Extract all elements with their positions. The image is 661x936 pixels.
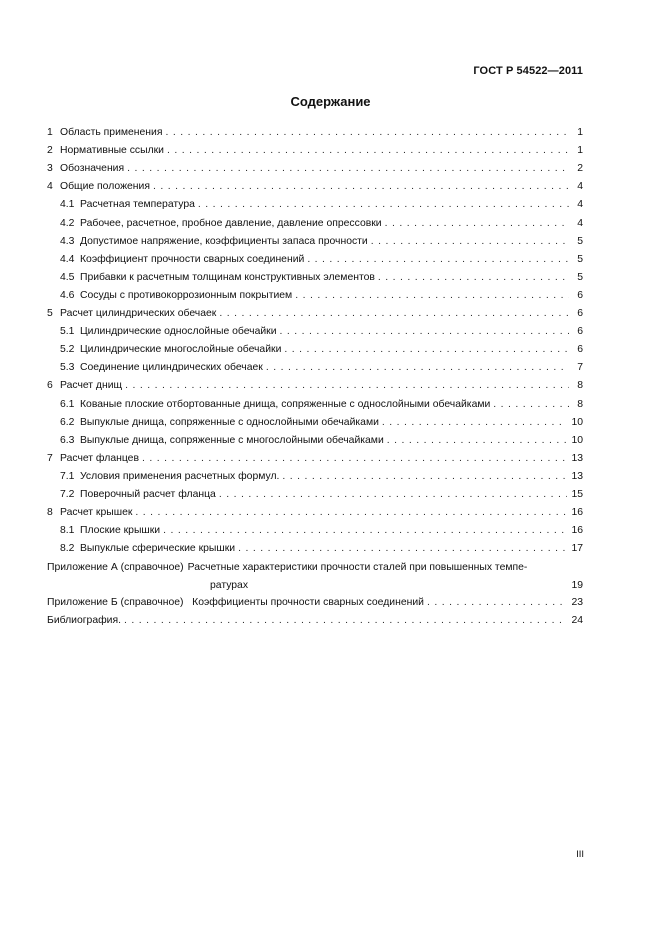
toc-entry-title: Цилиндрические многослойные обечайки — [80, 344, 282, 356]
toc-entry-number: 6.1 — [60, 398, 75, 410]
toc-entry[interactable] — [47, 338, 583, 356]
appendix-b-prefix: Приложение Б (справочное) — [47, 597, 184, 609]
toc-entry-page: 16 — [571, 525, 583, 537]
toc-entry-page: 5 — [577, 235, 583, 247]
toc-entry-page: 10 — [571, 416, 583, 428]
toc-entry-title: Цилиндрические однослойные обечайки — [80, 326, 277, 338]
toc-entry[interactable] — [47, 284, 583, 302]
toc-entry-page: 5 — [577, 253, 583, 265]
toc-entry-title: Расчет крышек — [60, 507, 133, 519]
toc-entry-title: Расчетная температура — [80, 199, 195, 211]
toc-entry[interactable] — [47, 302, 583, 320]
toc-entry-number: 4.3 — [60, 235, 75, 247]
toc-entry-page: 4 — [577, 199, 583, 211]
toc-entry[interactable] — [47, 429, 583, 447]
leader-dots — [238, 542, 567, 555]
toc-entry[interactable] — [47, 230, 583, 248]
toc-entry-number: 7.2 — [60, 488, 75, 500]
toc-entry-title: Обозначения — [60, 163, 125, 175]
toc-entry-number: 7 — [47, 452, 53, 464]
toc-entry-page: 10 — [571, 434, 583, 446]
appendix-a-page: 19 — [571, 580, 583, 592]
toc-entry-page: 5 — [577, 271, 583, 283]
toc-entry-title: Расчет цилиндрических обечаек — [60, 308, 217, 320]
toc-entry-title: Область применения — [60, 127, 163, 139]
leader-dots — [282, 470, 567, 483]
toc-entry-page: 1 — [577, 145, 583, 157]
bibliography-page: 24 — [571, 615, 583, 627]
toc-entry-page: 6 — [577, 308, 583, 320]
toc-entry-number: 4.6 — [60, 289, 75, 301]
toc-entries — [47, 121, 583, 555]
leader-dots — [382, 416, 568, 429]
toc-entry-page: 2 — [577, 163, 583, 175]
toc-entry-title: Прибавки к расчетным толщинам конструктивных элементов — [80, 271, 375, 283]
toc-entry-title: Рабочее, расчетное, пробное давление, давление опрессовки — [80, 217, 382, 229]
toc-entry-page: 8 — [577, 398, 583, 410]
leader-dots — [219, 488, 568, 501]
toc-entry-number: 6.3 — [60, 434, 75, 446]
toc-entry-number: 5.1 — [60, 326, 75, 338]
toc-entry-number: 6 — [47, 380, 53, 392]
page-number: III — [576, 849, 584, 860]
toc-entry-appendix-b[interactable] — [47, 591, 583, 609]
toc-entry-page: 6 — [577, 326, 583, 338]
toc-entry[interactable] — [47, 392, 583, 410]
toc-entry[interactable] — [47, 211, 583, 229]
toc-entry-number: 1 — [47, 127, 53, 139]
leader-dots — [284, 343, 569, 356]
appendix-b-title: Коэффициенты прочности сварных соединений — [192, 597, 424, 609]
table-of-contents — [47, 121, 583, 627]
toc-entry-title: Выпуклые сферические крышки — [80, 543, 236, 555]
toc-entry-title: Выпуклые днища, сопряженные с однослойными обечайками — [80, 416, 379, 428]
toc-entry-title: Расчет днищ — [60, 380, 123, 392]
leader-dots — [387, 434, 568, 447]
leader-dots — [219, 307, 569, 320]
toc-entry-number: 5.2 — [60, 344, 75, 356]
leader-dots — [493, 398, 569, 411]
bibliography-title: Библиография. — [47, 615, 121, 627]
appendix-a-title-line2: ратурах — [210, 580, 249, 592]
toc-entry-page: 6 — [577, 289, 583, 301]
toc-entry-number: 4.1 — [60, 199, 75, 211]
toc-entry-number: 2 — [47, 145, 53, 157]
leader-dots — [307, 253, 569, 266]
toc-entry-page: 17 — [571, 543, 583, 555]
toc-entry-title: Условия применения расчетных формул. — [80, 470, 280, 482]
leader-dots — [165, 126, 569, 139]
toc-entry-title: Расчет фланцев — [60, 452, 139, 464]
toc-entry[interactable] — [47, 139, 583, 157]
toc-entry-title: Кованые плоские отбортованные днища, сопряженные с однослойными обечайками — [80, 398, 491, 410]
standard-code: ГОСТ Р 54522—2011 — [473, 65, 583, 77]
leader-dots — [295, 289, 569, 302]
leader-dots — [125, 379, 569, 392]
toc-entry-number: 7.1 — [60, 470, 75, 482]
toc-entry[interactable] — [47, 320, 583, 338]
toc-entry[interactable] — [47, 537, 583, 555]
toc-entry-number: 6.2 — [60, 416, 75, 428]
leader-dots — [142, 452, 567, 465]
toc-entry-title: Нормативные ссылки — [60, 145, 164, 157]
leader-dots — [163, 524, 567, 537]
toc-entry-bibliography[interactable] — [47, 609, 583, 627]
leader-dots — [280, 325, 570, 338]
toc-entry[interactable] — [47, 447, 583, 465]
toc-entry-page: 7 — [577, 362, 583, 374]
toc-entry-page: 13 — [571, 470, 583, 482]
toc-entry-title: Плоские крышки — [80, 525, 161, 537]
toc-title: Содержание — [290, 94, 371, 109]
toc-entry[interactable] — [47, 519, 583, 537]
leader-dots — [153, 180, 569, 193]
leader-dots — [167, 144, 569, 157]
toc-entry-title: Допустимое напряжение, коэффициенты запаса прочности — [80, 235, 368, 247]
leader-dots — [198, 198, 569, 211]
toc-entry-page: 13 — [571, 452, 583, 464]
toc-entry-number: 8.2 — [60, 543, 75, 555]
leader-dots — [427, 596, 567, 609]
toc-entry-number: 3 — [47, 163, 53, 175]
toc-entry-page: 15 — [571, 488, 583, 500]
appendix-a-title-line1: Расчетные характеристики прочности сталей при повышенных темпе- — [187, 562, 528, 574]
toc-entry[interactable] — [47, 374, 583, 392]
toc-entry[interactable] — [47, 483, 583, 501]
toc-entry[interactable] — [47, 193, 583, 211]
toc-entry-page: 4 — [577, 217, 583, 229]
leader-dots — [135, 506, 567, 519]
leader-dots — [124, 614, 567, 627]
toc-entry[interactable] — [47, 465, 583, 483]
toc-entry-appendix-a[interactable] — [47, 555, 583, 591]
leader-dots — [266, 361, 569, 374]
leader-dots — [385, 217, 569, 230]
toc-entry-page: 16 — [571, 507, 583, 519]
toc-entry-number: 8 — [47, 507, 53, 519]
toc-entry-title: Общие положения — [60, 181, 150, 193]
toc-entry[interactable] — [47, 356, 583, 374]
toc-entry-title: Поверочный расчет фланца — [80, 488, 216, 500]
leader-dots — [378, 271, 569, 284]
toc-entry[interactable] — [47, 121, 583, 139]
leader-dots — [371, 235, 569, 248]
toc-entry-number: 5.3 — [60, 362, 75, 374]
toc-entry[interactable] — [47, 175, 583, 193]
toc-entry-page: 4 — [577, 181, 583, 193]
toc-entry-number: 8.1 — [60, 525, 75, 537]
toc-entry[interactable] — [47, 248, 583, 266]
toc-entry[interactable] — [47, 501, 583, 519]
toc-entry-title: Сосуды с противокоррозионным покрытием — [80, 289, 293, 301]
toc-entry-title: Выпуклые днища, сопряженные с многослойными обечайками — [80, 434, 384, 446]
toc-entry-number: 4 — [47, 181, 53, 193]
toc-entry-page: 8 — [577, 380, 583, 392]
toc-entry-number: 4.2 — [60, 217, 75, 229]
leader-dots — [127, 162, 569, 175]
toc-entry[interactable] — [47, 266, 583, 284]
toc-entry[interactable] — [47, 157, 583, 175]
toc-entry-number: 4.4 — [60, 253, 75, 265]
toc-entry-number: 4.5 — [60, 271, 75, 283]
appendix-a-prefix: Приложение А (справочное) — [47, 562, 184, 574]
toc-entry-title: Соединение цилиндрических обечаек — [80, 362, 263, 374]
appendix-b-page: 23 — [571, 597, 583, 609]
toc-entry-title: Коэффициент прочности сварных соединений — [80, 253, 305, 265]
toc-entry-page: 1 — [577, 127, 583, 139]
toc-entry[interactable] — [47, 411, 583, 429]
toc-entry-page: 6 — [577, 344, 583, 356]
toc-entry-number: 5 — [47, 308, 53, 320]
